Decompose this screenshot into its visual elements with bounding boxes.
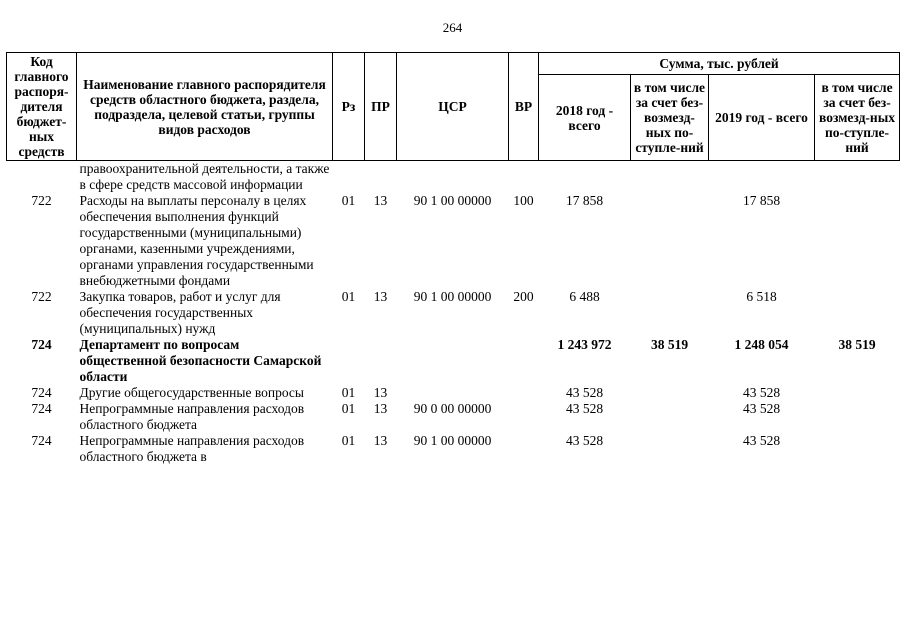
cell-2018-total: [539, 161, 631, 194]
cell-2019-total: 43 528: [742, 385, 781, 400]
header-vr: ВР: [509, 53, 539, 161]
header-code: Код главного распоря-дителя бюджет-ных средств: [7, 53, 77, 161]
cell-rz: 01: [341, 289, 356, 304]
table-header: [7, 53, 900, 161]
cell-2019-free: [815, 161, 900, 194]
cell-name: Закупка товаров, работ и услуг для обеспечения государственных (муниципальных) нужд: [79, 289, 281, 336]
header-pr: ПР: [365, 53, 397, 161]
cell-2019-total: 1 248 054: [734, 337, 789, 352]
cell-2019-total: 6 518: [746, 289, 777, 304]
header-rz: Рз: [333, 53, 365, 161]
cell-vr: 200: [513, 289, 534, 304]
cell-rz: 01: [341, 385, 356, 400]
cell-2018-total: 43 528: [565, 433, 604, 448]
cell-csr: 90 1 00 00000: [413, 193, 492, 208]
cell-rz: 01: [341, 193, 356, 208]
cell-2019-total: [709, 161, 815, 194]
page-number: 264: [442, 20, 463, 35]
cell-rz: 01: [341, 433, 356, 448]
table-row: [7, 161, 900, 194]
header-2019-free: в том числе за счет без-возмезд-ных по-ступле-ний: [815, 75, 900, 161]
cell-2018-total: 43 528: [565, 401, 604, 416]
cell-2018-free: [631, 193, 709, 289]
cell-code: 724: [31, 401, 52, 416]
cell-2018-free: [631, 401, 709, 433]
cell-vr: [509, 337, 539, 385]
cell-csr: [397, 385, 509, 401]
cell-2019-total: 43 528: [742, 401, 781, 416]
cell-vr: [509, 385, 539, 401]
table-row: [7, 289, 900, 337]
cell-code: 724: [31, 337, 52, 352]
table-row: [7, 401, 900, 433]
header-2019-total: 2019 год - всего: [709, 75, 815, 161]
cell-name: Другие общегосударственные вопросы: [79, 385, 304, 400]
cell-vr: [509, 433, 539, 465]
cell-name: Департамент по вопросам общественной безопасности Самарской области: [79, 337, 322, 384]
cell-2019-free: [815, 401, 900, 433]
cell-2019-free: [815, 193, 900, 289]
cell-2019-free: [815, 289, 900, 337]
cell-2018-total: 17 858: [565, 193, 604, 208]
cell-2019-free: [815, 433, 900, 465]
budget-table: [6, 52, 900, 465]
header-csr: ЦСР: [397, 53, 509, 161]
cell-csr: [397, 161, 509, 194]
cell-name: Непрограммные направления расходов областного бюджета в: [79, 433, 305, 464]
table-body: [7, 161, 900, 466]
cell-rz: [333, 337, 365, 385]
cell-pr: 13: [373, 385, 388, 400]
cell-vr: [509, 161, 539, 194]
cell-vr: 100: [513, 193, 534, 208]
cell-csr: 90 1 00 00000: [413, 433, 492, 448]
cell-2018-total: 43 528: [565, 385, 604, 400]
cell-pr: 13: [373, 433, 388, 448]
header-2018-total: 2018 год - всего: [539, 75, 631, 161]
cell-pr: 13: [373, 193, 388, 208]
cell-2019-total: 43 528: [742, 433, 781, 448]
cell-2018-free: [631, 433, 709, 465]
cell-2019-free: [815, 385, 900, 401]
table-row: [7, 385, 900, 401]
cell-vr: [509, 401, 539, 433]
cell-2018-total: 1 243 972: [557, 337, 612, 352]
table-row: [7, 193, 900, 289]
cell-2018-free: 38 519: [650, 337, 689, 352]
cell-pr: 13: [373, 401, 388, 416]
cell-rz: [333, 161, 365, 194]
cell-code: 722: [31, 289, 52, 304]
cell-pr: [365, 161, 397, 194]
cell-code: 724: [31, 433, 52, 448]
cell-name: правоохранительной деятельности, а также в сфере средств массовой информации: [79, 161, 330, 192]
cell-name: Расходы на выплаты персоналу в целях обеспечения выполнения функций государственными (муниципальными) органами, казенными учреждениями, органами управления государственными внебюджетными фондами: [79, 193, 314, 288]
table-row: [7, 433, 900, 465]
cell-code: 724: [31, 385, 52, 400]
cell-csr: [397, 337, 509, 385]
cell-name: Непрограммные направления расходов областного бюджета: [79, 401, 305, 432]
cell-2019-total: 17 858: [742, 193, 781, 208]
cell-csr: 90 1 00 00000: [413, 289, 492, 304]
cell-2018-free: [631, 289, 709, 337]
cell-csr: 90 0 00 00000: [413, 401, 492, 416]
cell-2018-free: [631, 385, 709, 401]
cell-code: [7, 161, 77, 194]
cell-pr: 13: [373, 289, 388, 304]
table-row-department: [7, 337, 900, 385]
cell-2019-free: 38 519: [838, 337, 876, 352]
cell-code: 722: [31, 193, 52, 208]
header-name: Наименование главного распорядителя средств областного бюджета, раздела, подраздела, целевой статьи, группы видов расходов: [77, 53, 333, 161]
header-2018-free: в том числе за счет без-возмезд-ных по-ступле-ний: [631, 75, 709, 161]
header-sum: Сумма, тыс. рублей: [539, 53, 900, 75]
cell-pr: [365, 337, 397, 385]
cell-2018-total: 6 488: [569, 289, 600, 304]
cell-rz: 01: [341, 401, 356, 416]
cell-2018-free: [631, 161, 709, 194]
